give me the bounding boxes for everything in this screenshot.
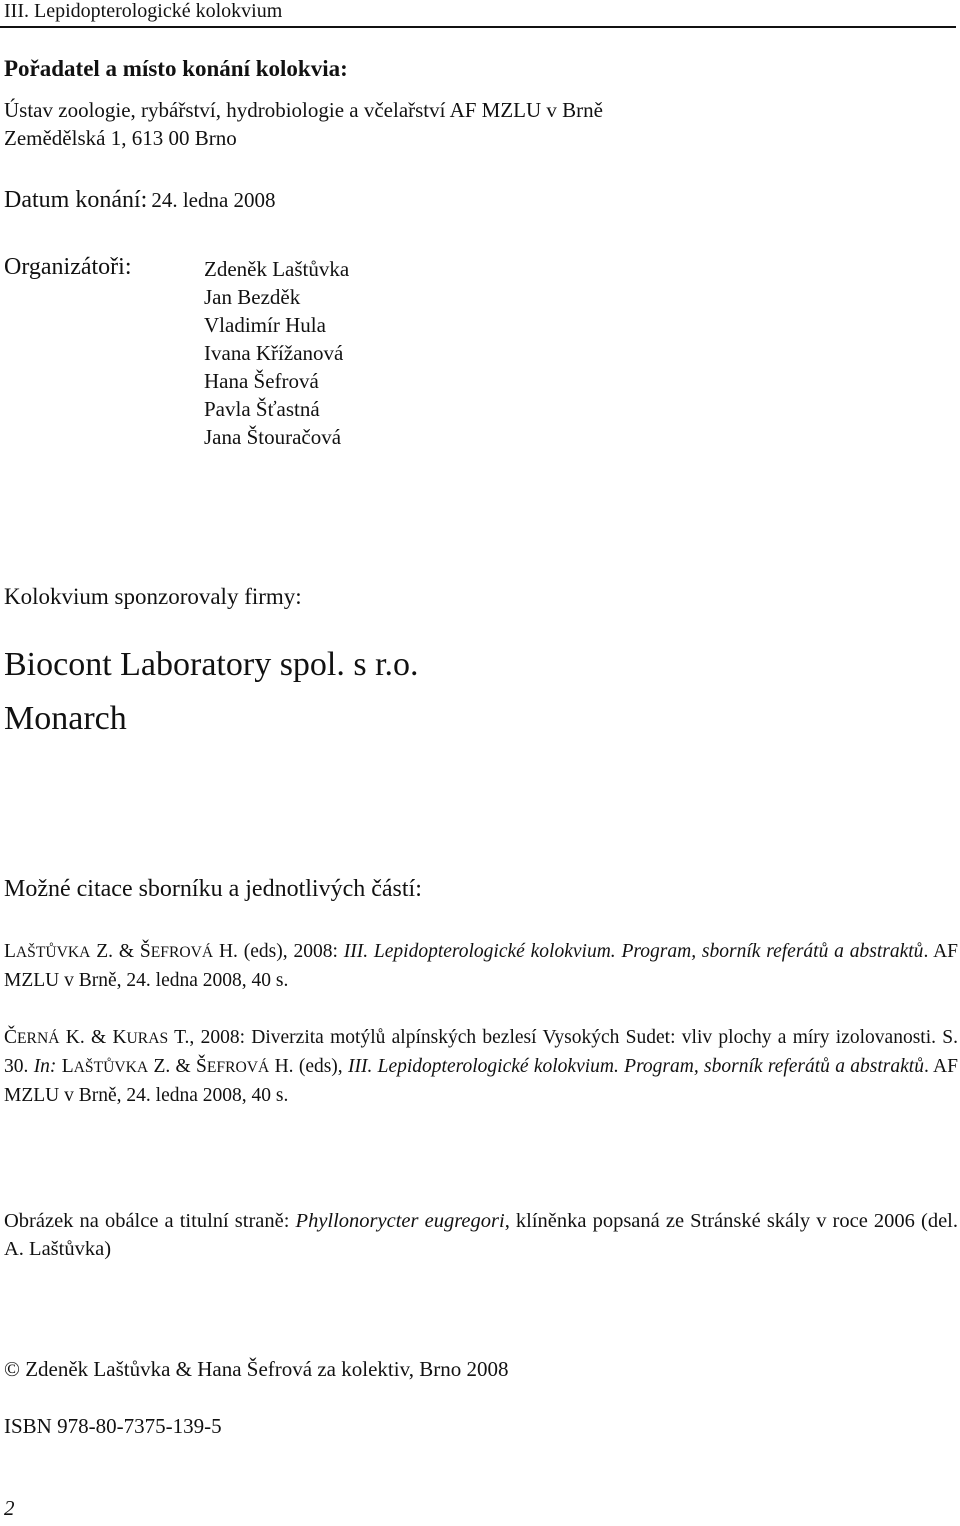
copyright-line: © Zdeněk Laštůvka & Hana Šefrová za kolektiv, Brno 2008 [4, 1357, 509, 1381]
organizer-heading: Pořadatel a místo konání kolokvia: [4, 56, 348, 81]
sponsor-firm: Monarch [4, 700, 127, 737]
organizer-name: Hana Šefrová [204, 369, 319, 393]
organizer-name: Jana Štouračová [204, 425, 342, 449]
citation-title: III. Lepidopterologické kolokvium. Program, sborník referátů a abstraktů [343, 941, 924, 962]
citation-2: ČERNÁ K. & KURAS T., 2008: Diverzita motýlů alpínských bezlesí Vysokých Sudet: vliv plochy a míry izolovanosti. S. 30. In: LAŠTŮVKA Z. & ŠEFROVÁ H. (eds), III. Lepidopterologické kolokvium. Program, sborník referátů a abstraktů. AF MZLU v Brně, 24. ledna 2008, 40 s. [4, 1027, 958, 1106]
header-rule [0, 26, 956, 28]
sponsor-firm: Biocont Laboratory spol. s r.o. [4, 646, 419, 683]
species-name: Phyllonorycter eugregori [295, 1210, 505, 1232]
citation-title: III. Lepidopterologické kolokvium. Program, sborník referátů a abstraktů [347, 1056, 924, 1077]
organizer-name: Jan Bezděk [204, 285, 301, 309]
organizer-line-2: Zemědělská 1, 613 00 Brno [4, 126, 237, 150]
cover-note: Obrázek na obálce a titulní straně: Phyllonorycter eugregori, klíněnka popsaná ze Stránské skály v roce 2006 (del. A. Laštůvka) [4, 1210, 958, 1260]
sponsors-heading: Kolokvium sponzorovaly firmy: [4, 584, 302, 609]
organizer-name: Zdeněk Laštůvka [204, 257, 350, 281]
page-number: 2 [4, 1496, 15, 1520]
citations-heading: Možné citace sborníku a jednotlivých částí: [4, 876, 422, 902]
organizer-name: Vladimír Hula [204, 313, 326, 337]
organizer-name: Pavla Šťastná [204, 397, 320, 421]
running-header: III. Lepidopterologické kolokvium [4, 0, 283, 22]
citation-1: LAŠTŮVKA Z. & ŠEFROVÁ H. (eds), 2008: III. Lepidopterologické kolokvium. Program, sborník referátů a abstraktů. AF MZLU v Brně, 24. ledna 2008, 40 s. [4, 941, 958, 991]
date-row [4, 186, 276, 214]
organizers-list [204, 255, 349, 451]
date-value: 24. ledna 2008 [151, 188, 276, 212]
date-label: Datum konání: [4, 187, 148, 213]
isbn-line: ISBN 978-80-7375-139-5 [4, 1414, 222, 1438]
organizer-name: Ivana Křížanová [204, 341, 344, 365]
organizer-line-1: Ústav zoologie, rybářství, hydrobiologie a včelařství AF MZLU v Brně [4, 98, 603, 122]
organizers-label: Organizátoři: [4, 254, 132, 280]
